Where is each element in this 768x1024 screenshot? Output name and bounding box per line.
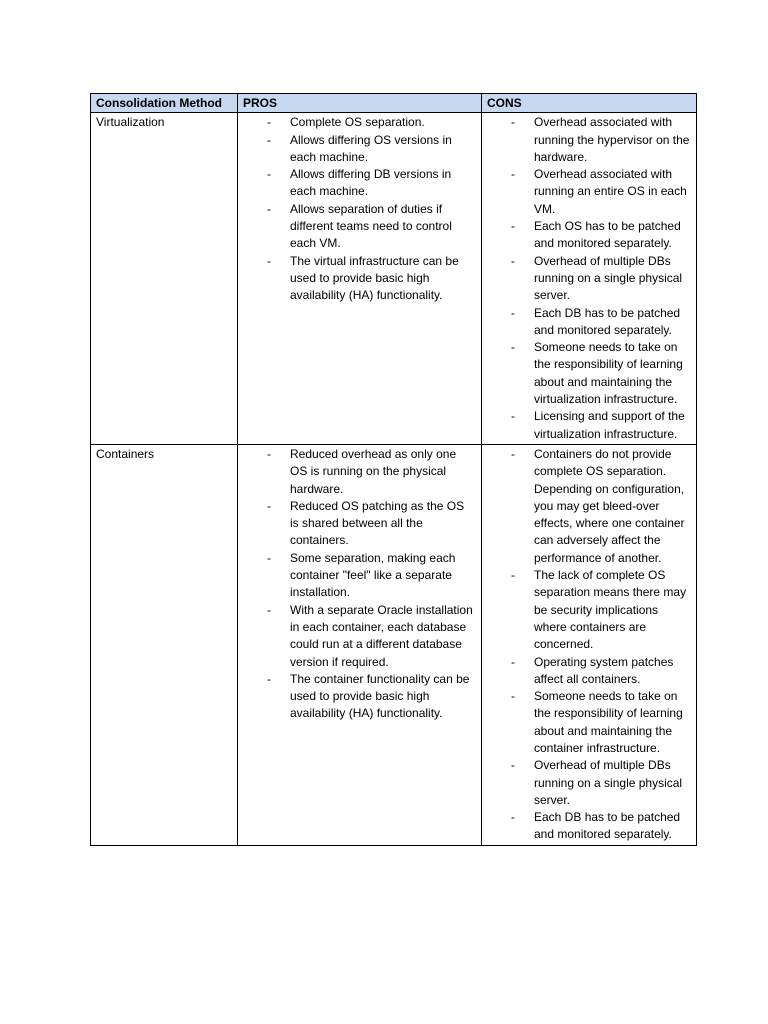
list-item — [487, 567, 691, 653]
list-item — [243, 114, 476, 131]
method-cell — [91, 444, 238, 845]
list-item — [487, 408, 691, 443]
bullet-dash: - — [267, 671, 271, 686]
list-item — [487, 446, 691, 567]
list-item-text: Overhead of multiple DBs running on a single physical server. — [534, 253, 683, 303]
bullet-dash: - — [511, 219, 515, 234]
bullet-dash: - — [267, 498, 271, 513]
bullet-dash: - — [511, 340, 515, 355]
method-label: Virtualization — [96, 115, 165, 130]
bullet-dash: - — [267, 201, 271, 216]
bullet-dash: - — [511, 446, 515, 461]
bullet-dash: - — [511, 167, 515, 182]
list-item — [243, 446, 476, 498]
list-item — [487, 114, 691, 166]
bullet-dash: - — [267, 132, 271, 147]
cons-list — [487, 114, 691, 443]
cons-list — [487, 446, 691, 844]
list-item — [487, 654, 691, 689]
table-row — [91, 113, 697, 445]
list-item — [487, 253, 691, 305]
bullet-dash: - — [511, 115, 515, 130]
list-item — [243, 550, 476, 602]
list-item-text: Overhead of multiple DBs running on a single physical server. — [534, 758, 683, 807]
list-item-text: Allows separation of duties if different teams need to control each VM. — [290, 201, 452, 251]
bullet-dash: - — [267, 602, 271, 617]
document-page — [90, 93, 696, 846]
bullet-dash: - — [511, 568, 515, 583]
list-item-text: The virtual infrastructure can be used to provide basic high availability (HA) functionality. — [290, 253, 459, 303]
list-item-text: Overhead associated with running an entire OS in each VM. — [534, 167, 687, 216]
header-consolidation-method: Consolidation Method — [91, 94, 238, 113]
list-item-text: Complete OS separation. — [290, 115, 425, 130]
list-item — [487, 218, 691, 253]
pros-list — [243, 114, 476, 304]
list-item-text: Someone needs to take on the responsibility of learning about and maintaining the virtualization infrastructure. — [534, 340, 683, 407]
list-item-text: Containers do not provide complete OS separation. Depending on configuration, you may get bleed-over effects, where one container can adversely affect the performance of another. — [534, 446, 685, 565]
bullet-dash: - — [267, 446, 271, 461]
cons-cell — [482, 113, 697, 445]
list-item-text: The container functionality can be used to provide basic high availability (HA) functionality. — [290, 671, 470, 721]
list-item-text: Each OS has to be patched and monitored separately. — [534, 219, 681, 251]
list-item — [243, 498, 476, 550]
list-item-text: Reduced OS patching as the OS is shared between all the containers. — [290, 498, 465, 548]
list-item-text: Allows differing DB versions in each machine. — [290, 167, 452, 199]
table-row — [91, 444, 697, 845]
list-item — [243, 166, 476, 201]
list-item-text: With a separate Oracle installation in each container, each database could run at a different database version if required. — [290, 602, 473, 669]
bullet-dash: - — [511, 689, 515, 704]
bullet-dash: - — [267, 253, 271, 268]
list-item-text: Some separation, making each container "feel" like a separate installation. — [290, 550, 456, 600]
bullet-dash: - — [511, 654, 515, 669]
list-item-text: Licensing and support of the virtualization infrastructure. — [534, 409, 685, 441]
list-item-text: The lack of complete OS separation means there may be security implications where containers are concerned. — [534, 568, 687, 652]
list-item-text: Reduced overhead as only one OS is running on the physical hardware. — [290, 446, 457, 496]
header-pros: PROS — [238, 94, 482, 113]
pros-list — [243, 446, 476, 723]
list-item — [487, 688, 691, 757]
pros-cell — [238, 113, 482, 445]
list-item — [487, 339, 691, 408]
cons-cell — [482, 444, 697, 845]
list-item — [487, 305, 691, 340]
list-item — [487, 166, 691, 218]
bullet-dash: - — [267, 167, 271, 182]
bullet-dash: - — [511, 409, 515, 424]
list-item — [487, 809, 691, 844]
bullet-dash: - — [267, 550, 271, 565]
method-cell — [91, 113, 238, 445]
bullet-dash: - — [511, 758, 515, 773]
list-item-text: Operating system patches affect all containers. — [534, 654, 674, 686]
bullet-dash: - — [511, 305, 515, 320]
header-cons: CONS — [482, 94, 697, 113]
list-item — [243, 132, 476, 167]
list-item — [243, 201, 476, 253]
bullet-dash: - — [511, 810, 515, 825]
pros-cell — [238, 444, 482, 845]
list-item-text: Someone needs to take on the responsibility of learning about and maintaining the container infrastructure. — [534, 689, 683, 755]
table-header-row — [91, 94, 697, 113]
list-item — [243, 253, 476, 305]
method-label: Containers — [96, 446, 155, 461]
list-item-text: Allows differing OS versions in each machine. — [290, 132, 452, 164]
list-item-text: Each DB has to be patched and monitored separately. — [534, 810, 681, 842]
list-item — [487, 757, 691, 809]
list-item-text: Each DB has to be patched and monitored separately. — [534, 305, 681, 337]
list-item-text: Overhead associated with running the hypervisor on the hardware. — [534, 115, 690, 164]
list-item — [243, 602, 476, 671]
list-item — [243, 671, 476, 723]
consolidation-comparison-table — [90, 93, 697, 846]
bullet-dash: - — [511, 253, 515, 268]
bullet-dash: - — [267, 115, 271, 130]
